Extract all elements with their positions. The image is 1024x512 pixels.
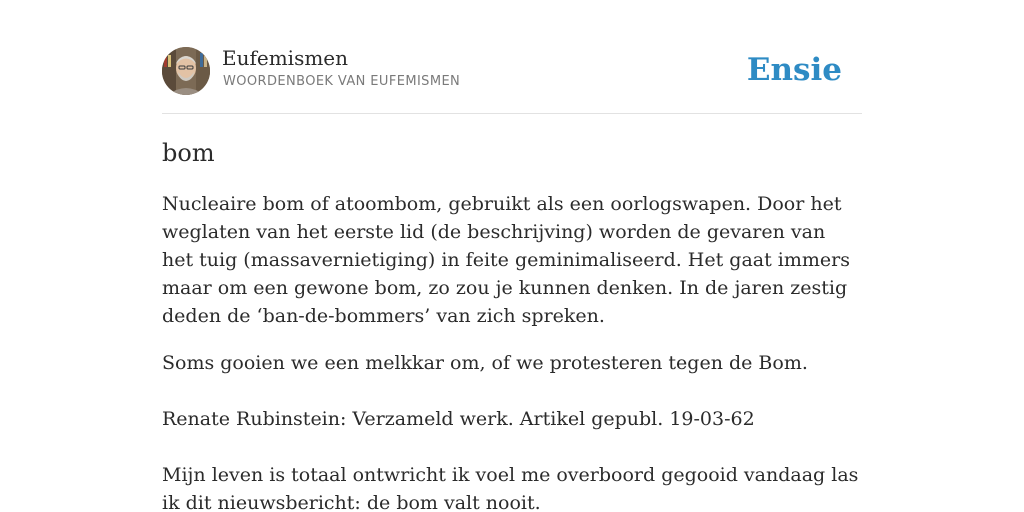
quote-text: Soms gooien we een melkkar om, of we protesteren tegen de Bom.	[162, 352, 808, 374]
site-title[interactable]: Eufemismen	[222, 46, 349, 70]
entry-title: bom	[162, 139, 215, 167]
ensie-logo-link[interactable]: Ensie	[746, 52, 842, 88]
quote-text: Mijn leven is totaal ontwricht ik voel me overboord gegooid vandaag las ik dit nieuwsbericht: de bom valt nooit.	[162, 464, 859, 512]
entry-definition: Nucleaire bom of atoombom, gebruikt als een oorlogswapen. Door het weglaten van het eerste lid (de beschrijving) worden de gevaren van het tuig (massavernietiging) in feite geminimaliseerd. Het gaat immers maar om een gewone bom, zo zou je kunnen denken. In de jaren zestig deden de ‘ban-de-bommers’ van zich spreken.	[162, 193, 850, 327]
site-subtitle: WOORDENBOEK VAN EUFEMISMEN	[223, 74, 461, 89]
author-portrait-icon[interactable]	[162, 47, 210, 95]
site-header	[162, 0, 862, 114]
quote-source: Renate Rubinstein: Verzameld werk. Artikel gepubl. 19-03-62	[162, 408, 755, 430]
page-container	[162, 0, 862, 512]
